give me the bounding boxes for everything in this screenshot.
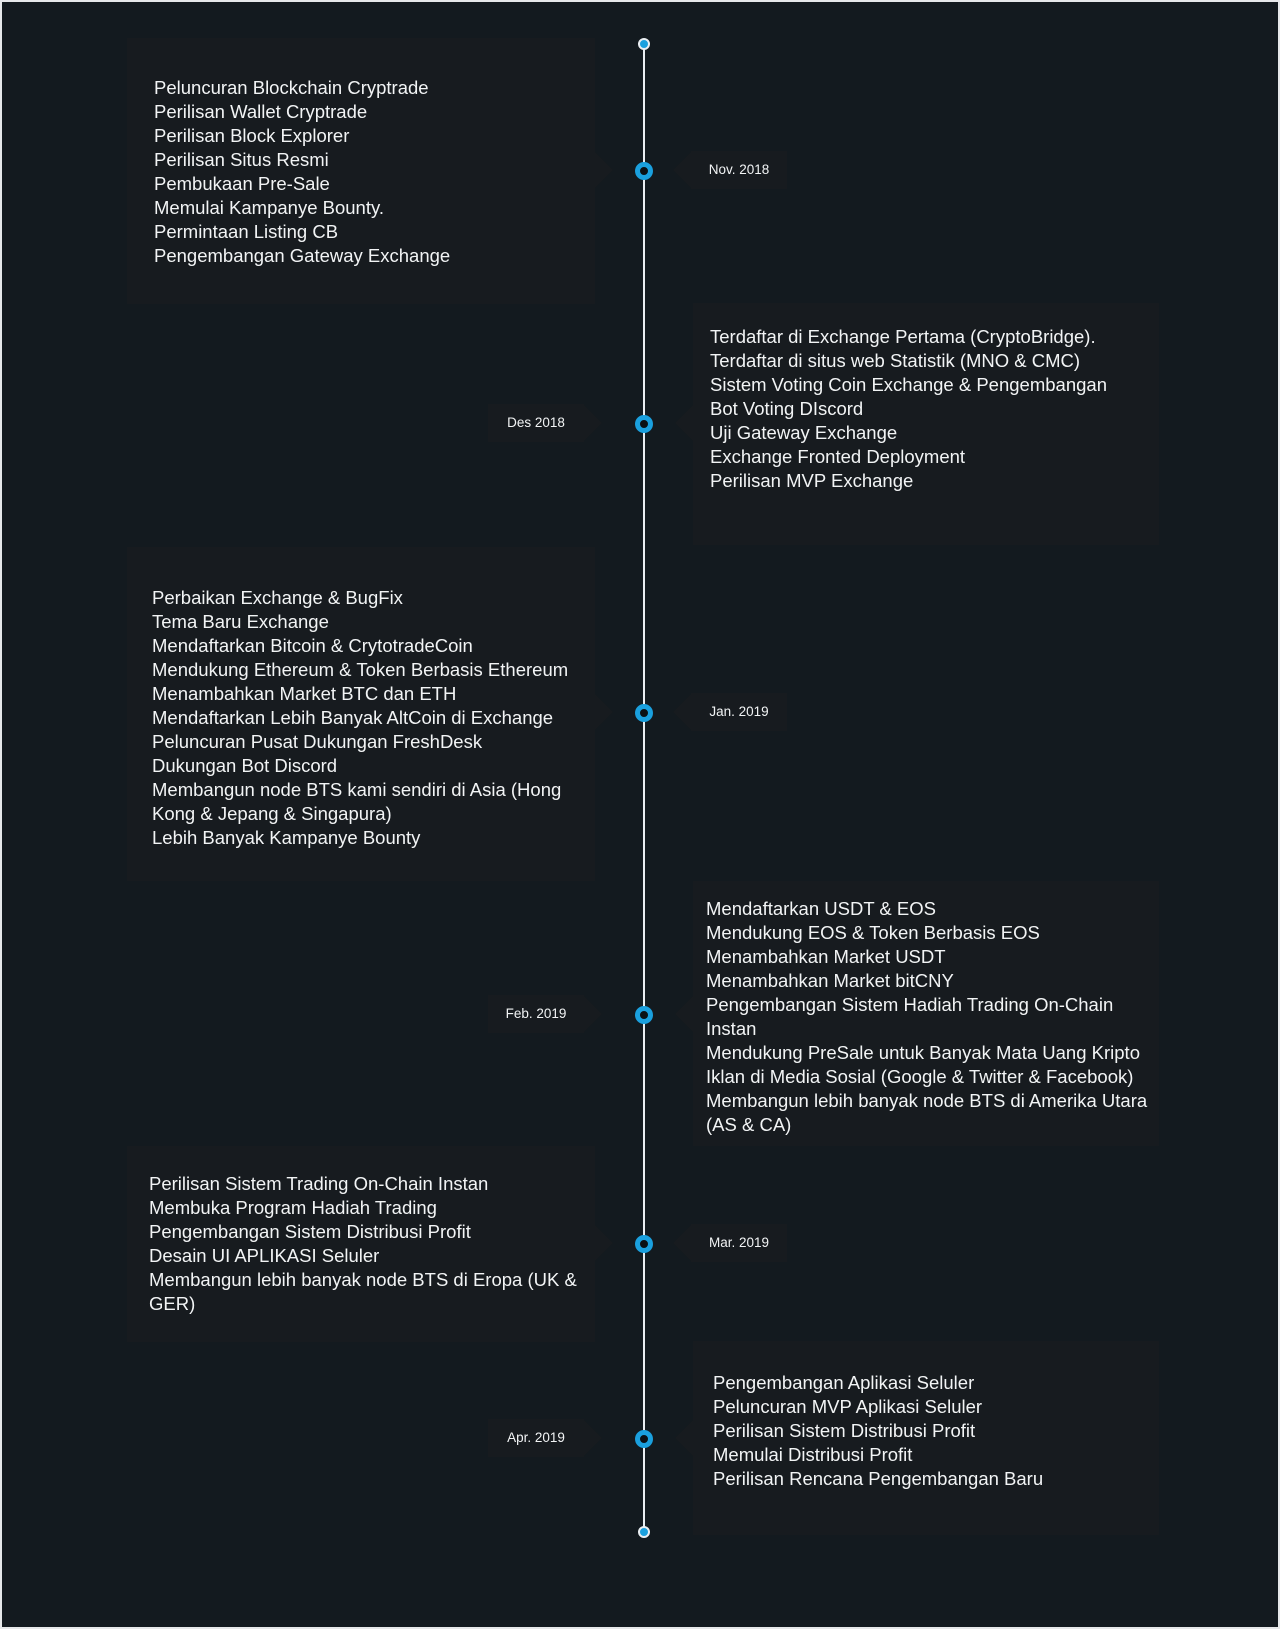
- card-pointer: [675, 1420, 693, 1456]
- milestone-item: Perilisan Wallet Cryptrade: [154, 101, 368, 122]
- milestone-item: Desain UI APLIKASI Seluler: [149, 1245, 380, 1266]
- milestone-date: Feb. 2019: [488, 995, 584, 1033]
- milestone-item: Membuka Program Hadiah Trading: [149, 1197, 437, 1218]
- milestone-item: Mendaftarkan USDT & EOS: [706, 898, 936, 919]
- milestone-items: [127, 547, 582, 850]
- milestone-item: Membangun node BTS kami sendiri di Asia (Hong Kong & Jepang & Singapura): [152, 779, 562, 824]
- milestone-date: Mar. 2019: [691, 1224, 787, 1262]
- milestone-item: Tema Baru Exchange: [152, 611, 329, 632]
- milestone-item: Perbaikan Exchange & BugFix: [152, 587, 403, 608]
- milestone-item: Bot Voting DIscord: [710, 398, 864, 419]
- milestone-item: Dukungan Bot Discord: [152, 755, 338, 776]
- milestone-date: Jan. 2019: [691, 693, 787, 731]
- milestone-item: Mendaftarkan Lebih Banyak AltCoin di Exchange: [152, 707, 554, 728]
- milestone-node: [635, 1235, 653, 1253]
- milestone-items: [127, 38, 595, 268]
- milestone-item: Mendukung EOS & Token Berbasis EOS: [706, 922, 1040, 943]
- timeline-axis: [643, 45, 645, 1531]
- milestone-item: Menambahkan Market USDT: [706, 946, 946, 967]
- roadmap-page: [2, 2, 1278, 1627]
- milestone-items: [693, 881, 1151, 1137]
- milestone-item: Memulai Distribusi Profit: [713, 1444, 913, 1465]
- card-pointer: [595, 152, 613, 188]
- milestone-item: Perilisan Situs Resmi: [154, 149, 329, 170]
- milestone-item: Pengembangan Gateway Exchange: [154, 245, 451, 266]
- timeline-end-dot: [638, 1526, 650, 1538]
- milestone-item: Menambahkan Market bitCNY: [706, 970, 954, 991]
- milestone-node: [635, 1006, 653, 1024]
- date-pointer: [584, 405, 602, 441]
- milestone-card-apr-2019: [693, 1341, 1159, 1535]
- milestone-card-des-2018: [693, 303, 1159, 545]
- milestone-item: Pembukaan Pre-Sale: [154, 173, 330, 194]
- date-pointer: [584, 1420, 602, 1456]
- milestone-items: [693, 1341, 1159, 1491]
- milestone-card-nov-2018: [127, 38, 595, 304]
- date-pointer: [673, 152, 691, 188]
- milestone-card-mar-2019: [127, 1146, 595, 1342]
- milestone-node: [635, 704, 653, 722]
- milestone-item: Terdaftar di situs web Statistik (MNO & CMC): [710, 350, 1081, 371]
- milestone-item: Membangun lebih banyak node BTS di Amerika Utara (AS & CA): [706, 1090, 1148, 1135]
- milestone-item: Perilisan Sistem Distribusi Profit: [713, 1420, 976, 1441]
- milestone-item: Pengembangan Sistem Hadiah Trading On-Chain Instan: [706, 994, 1114, 1039]
- milestone-item: Membangun lebih banyak node BTS di Eropa (UK & GER): [149, 1269, 577, 1314]
- milestone-item: Mendukung Ethereum & Token Berbasis Ethereum: [152, 659, 569, 680]
- card-pointer: [595, 694, 613, 730]
- milestone-item: Perilisan MVP Exchange: [710, 470, 914, 491]
- timeline-start-dot: [638, 38, 650, 50]
- milestone-node: [635, 1430, 653, 1448]
- milestone-item: Peluncuran Pusat Dukungan FreshDesk: [152, 731, 483, 752]
- milestone-date: Des 2018: [488, 404, 584, 442]
- milestone-item: Permintaan Listing CB: [154, 221, 339, 242]
- milestone-item: Terdaftar di Exchange Pertama (CryptoBridge).: [710, 326, 1096, 347]
- milestone-items: [127, 1146, 579, 1316]
- milestone-item: Iklan di Media Sosial (Google & Twitter & Facebook): [706, 1066, 1134, 1087]
- date-pointer: [584, 996, 602, 1032]
- milestone-item: Pengembangan Sistem Distribusi Profit: [149, 1221, 471, 1242]
- milestone-item: Memulai Kampanye Bounty.: [154, 197, 384, 218]
- milestone-card-jan-2019: [127, 547, 595, 881]
- date-pointer: [673, 694, 691, 730]
- milestone-node: [635, 162, 653, 180]
- milestone-item: Peluncuran MVP Aplikasi Seluler: [713, 1396, 983, 1417]
- milestone-item: Perilisan Sistem Trading On-Chain Instan: [149, 1173, 489, 1194]
- milestone-node: [635, 415, 653, 433]
- milestone-item: Lebih Banyak Kampanye Bounty: [152, 827, 421, 848]
- milestone-date: Nov. 2018: [691, 151, 787, 189]
- milestone-item: Mendukung PreSale untuk Banyak Mata Uang Kripto: [706, 1042, 1140, 1063]
- milestone-item: Perilisan Block Explorer: [154, 125, 350, 146]
- milestone-item: Perilisan Rencana Pengembangan Baru: [713, 1468, 1044, 1489]
- milestone-item: Peluncuran Blockchain Cryptrade: [154, 77, 429, 98]
- milestone-items: [693, 303, 1159, 493]
- milestone-date: Apr. 2019: [488, 1419, 584, 1457]
- milestone-item: Sistem Voting Coin Exchange & Pengembangan: [710, 374, 1107, 395]
- card-pointer: [675, 996, 693, 1032]
- milestone-card-feb-2019: [693, 881, 1159, 1146]
- date-pointer: [673, 1225, 691, 1261]
- card-pointer: [675, 405, 693, 441]
- milestone-item: Mendaftarkan Bitcoin & CrytotradeCoin: [152, 635, 473, 656]
- milestone-item: Exchange Fronted Deployment: [710, 446, 966, 467]
- milestone-item: Pengembangan Aplikasi Seluler: [713, 1372, 975, 1393]
- milestone-item: Uji Gateway Exchange: [710, 422, 898, 443]
- card-pointer: [595, 1225, 613, 1261]
- milestone-item: Menambahkan Market BTC dan ETH: [152, 683, 457, 704]
